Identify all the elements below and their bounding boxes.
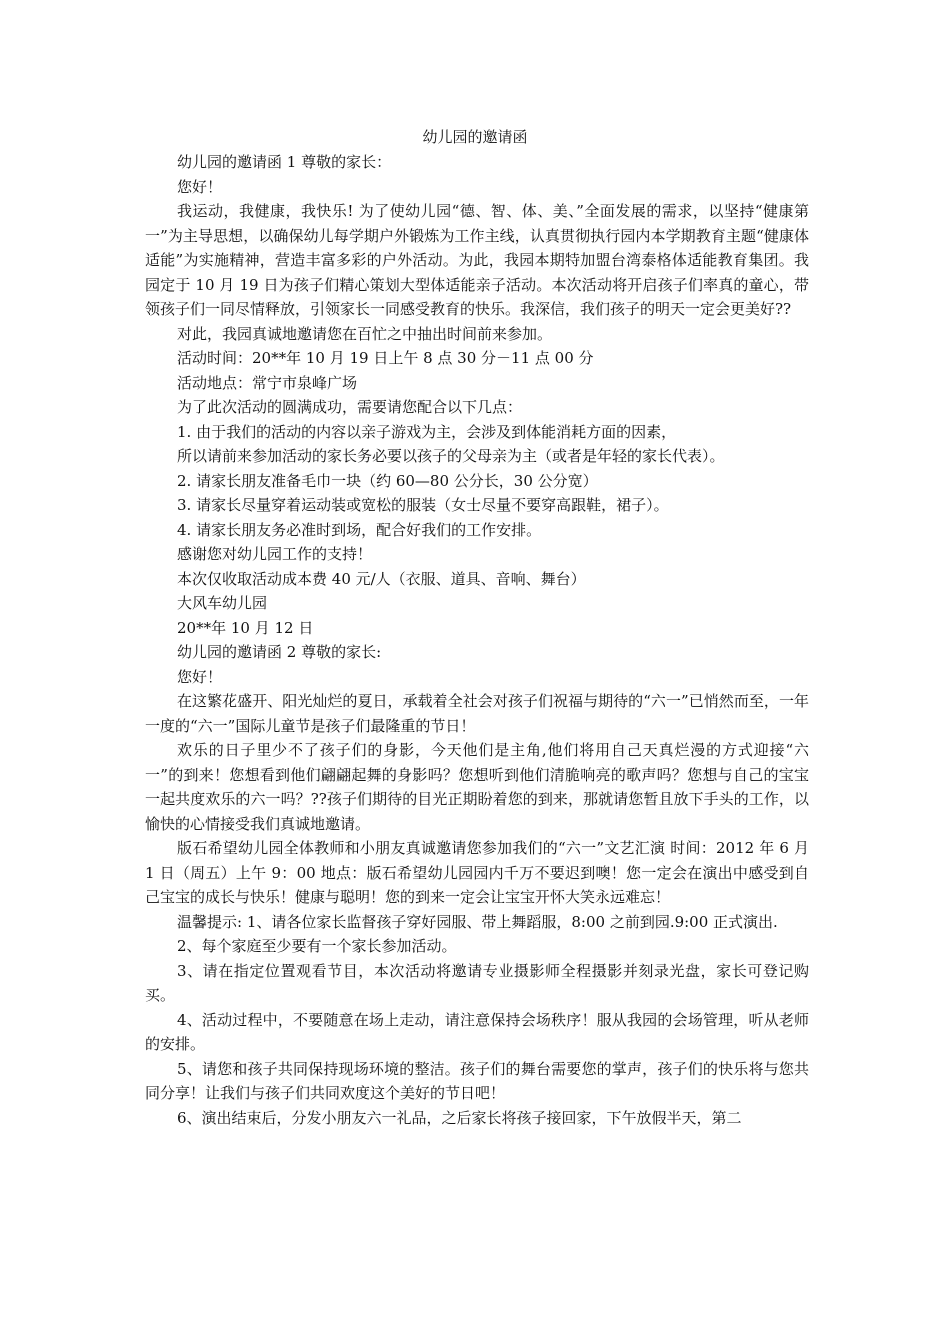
paragraph: 版石希望幼儿园全体教师和小朋友真诚邀请您参加我们的“六一”文艺汇演 时间：2012 年 6 月 1 日（周五）上午 9：00 地点：版石希望幼儿园园内千万不要迟到噢！您一定会在演出中感受到自己宝宝的成长与快乐！健康与聪明！您的到来一定会让宝宝开怀大笑永远难忘！ bbox=[145, 839, 809, 906]
paragraph: 所以请前来参加活动的家长务必要以孩子的父母亲为主（或者是年轻的家长代表）。 bbox=[177, 447, 725, 465]
paragraph: 对此，我园真诚地邀请您在百忙之中抽出时间前来参加。 bbox=[177, 324, 553, 343]
paragraph: 3. 请家长尽量穿着运动装或宽松的服装（女士尽量不要穿高跟鞋，裙子）。 bbox=[177, 496, 669, 514]
paragraph: 在这繁花盛开、阳光灿烂的夏日，承载着全社会对孩子们祝福与期待的“六一”已悄然而至，一年一度的“六一”国际儿童节是孩子们最隆重的节日！ bbox=[145, 692, 809, 735]
paragraph: 您好！ bbox=[177, 667, 223, 686]
document-body bbox=[145, 150, 809, 1130]
paragraph: 本次仅收取活动成本费 40 元/人（衣服、道具、音响、舞台） bbox=[177, 569, 586, 588]
paragraph: 1. 由于我们的活动的内容以亲子游戏为主，会涉及到体能消耗方面的因素， bbox=[177, 422, 677, 441]
document-title: 幼儿园的邀请函 bbox=[422, 128, 528, 146]
paragraph: 5、请您和孩子共同保持现场环境的整洁。孩子们的舞台需要您的掌声，孩子们的快乐将与您共同分享！让我们与孩子们共同欢度这个美好的节日吧！ bbox=[145, 1059, 809, 1102]
paragraph: 4. 请家长朋友务必准时到场，配合好我们的工作安排。 bbox=[177, 520, 542, 539]
paragraph: 活动时间：20**年 10 月 19 日上午 8 点 30 分－11 点 00 分 bbox=[177, 349, 594, 367]
paragraph: 欢乐的日子里少不了孩子们的身影，今天他们是主角,他们将用自己天真烂漫的方式迎接“六一”的到来！您想看到他们翩翩起舞的身影吗？您想听到他们清脆响亮的歌声吗？您想与自己的宝宝一起共度欢乐的六一吗？??孩子们期待的目光正期盼着您的到来，那就请您暂且放下手头的工作，以愉快的心情接受我们真诚地邀请。 bbox=[145, 741, 809, 833]
paragraph: 我运动，我健康，我快乐! 为了使幼儿园“德、智、体、美、”全面发展的需求，以坚持“健康第一”为主导思想，以确保幼儿每学期户外锻炼为工作主线，认真贯彻执行园内本学期教育主题“健康体适能”为实施精神，营造丰富多彩的户外活动。为此，我园本期特加盟台湾泰格体适能教育集团。我园定于 10 月 19 日为孩子们精心策划大型体适能亲子活动。本次活动将开启孩子们率真的童心，带领孩子们一同尽情释放，引领家长一同感受教育的快乐。我深信，我们孩子的明天一定会更美好?? bbox=[145, 202, 809, 318]
paragraph: 温馨提示: 1、请各位家长监督孩子穿好园服、带上舞蹈服，8:00 之前到园.9:00 正式演出. bbox=[177, 912, 778, 931]
paragraph: 20**年 10 月 12 日 bbox=[177, 618, 314, 637]
paragraph: 6、演出结束后，分发小朋友六一礼品，之后家长将孩子接回家，下午放假半天，第二 bbox=[177, 1108, 742, 1127]
paragraph: 活动地点：常宁市泉峰广场 bbox=[177, 373, 358, 392]
paragraph: 2. 请家长朋友准备毛巾一块（约 60—80 公分长，30 公分宽） bbox=[177, 471, 598, 490]
paragraph: 3、请在指定位置观看节目，本次活动将邀请专业摄影师全程摄影并刻录光盘，家长可登记购买。 bbox=[145, 961, 809, 1004]
paragraph: 为了此次活动的圆满成功，需要请您配合以下几点： bbox=[177, 398, 523, 416]
paragraph: 幼儿园的邀请函 2 尊敬的家长: bbox=[177, 643, 382, 661]
paragraph: 感谢您对幼儿园工作的支持！ bbox=[177, 545, 373, 563]
paragraph: 4、活动过程中，不要随意在场上走动，请注意保持会场秩序！服从我园的会场管理，听从老师的安排。 bbox=[145, 1010, 809, 1053]
paragraph: 2、每个家庭至少要有一个家长参加活动。 bbox=[177, 937, 457, 955]
paragraph: 幼儿园的邀请函 1 尊敬的家长： bbox=[177, 153, 392, 171]
paragraph: 大风车幼儿园 bbox=[177, 594, 268, 612]
paragraph: 您好！ bbox=[177, 177, 223, 196]
